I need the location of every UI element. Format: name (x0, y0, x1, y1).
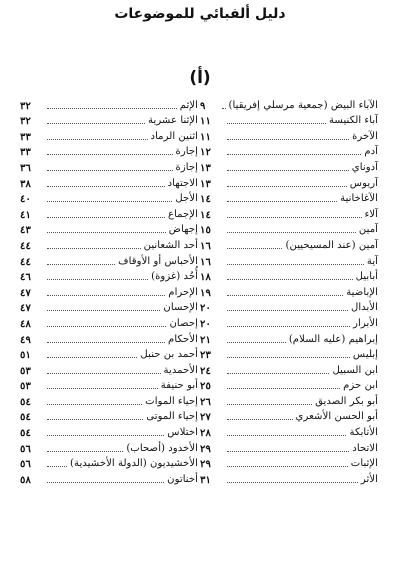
index-entry (200, 237, 378, 253)
entry-term: الإجماع (167, 208, 198, 220)
entry-term: إجارة (175, 146, 198, 158)
entry-page-number: ٢١ (200, 333, 211, 346)
index-entry (200, 269, 378, 285)
entry-term: آية (366, 255, 378, 267)
dot-leader (47, 217, 165, 218)
entry-page-number: ٤٦ (20, 271, 31, 284)
index-entry (20, 300, 198, 316)
section-letter: (أ) (189, 68, 211, 88)
index-entry (20, 253, 198, 269)
dot-leader (227, 279, 353, 280)
entry-term: آدم (364, 146, 378, 158)
index-column-right (200, 97, 378, 487)
dot-leader (47, 232, 166, 233)
index-entry (200, 378, 378, 394)
index-entry (200, 471, 378, 487)
index-entry (20, 159, 198, 175)
dot-leader (47, 310, 160, 311)
index-entry (200, 315, 378, 331)
entry-page-number: ٤٧ (20, 302, 31, 315)
entry-term: الأبدال (350, 302, 378, 314)
entry-term: الآباء البيض (جمعية مرسلي إفريقيا) (228, 99, 378, 111)
entry-term: أُحُد (غزوة) (151, 271, 198, 283)
entry-page-number: ٢٠ (200, 317, 211, 330)
dot-leader (227, 357, 350, 358)
dot-leader (227, 264, 364, 265)
index-entry (20, 175, 198, 191)
index-entry (200, 253, 378, 269)
index-entry (200, 222, 378, 238)
entry-page-number: ٤٠ (20, 193, 31, 206)
entry-page-number: ١١ (200, 130, 211, 143)
dot-leader (47, 419, 143, 420)
dot-leader (227, 295, 343, 296)
dot-leader (227, 326, 350, 327)
entry-page-number: ٣٢ (20, 115, 31, 128)
dot-leader (47, 170, 173, 171)
entry-page-number: ٥٤ (20, 411, 31, 424)
entry-page-number: ٥٨ (20, 473, 31, 486)
index-entry (20, 144, 198, 160)
entry-page-number: ٢٧ (200, 411, 211, 424)
dot-leader (227, 232, 356, 233)
index-entry (20, 113, 198, 129)
entry-term: أبابيل (355, 271, 378, 283)
entry-term: إحصان (169, 317, 198, 329)
entry-term: الأحمدية (163, 364, 198, 376)
dot-leader (47, 451, 123, 452)
page-title: دليل ألفبائي للموضوعات (114, 6, 286, 22)
entry-term: أحمد بن حنبل (140, 349, 198, 361)
dot-leader (47, 154, 173, 155)
entry-term: إجازة (175, 161, 198, 173)
dot-leader (227, 466, 348, 467)
index-entry (20, 331, 198, 347)
entry-term: إجهاض (168, 224, 198, 236)
entry-page-number: ٢٩ (200, 442, 211, 455)
entry-page-number: ٥٤ (20, 395, 31, 408)
entry-page-number: ٤١ (20, 208, 31, 221)
index-entry (20, 471, 198, 487)
dot-leader (227, 451, 349, 452)
entry-term: إحياء الموتى (146, 411, 198, 423)
entry-page-number: ١٦ (200, 239, 211, 252)
index-entry (200, 440, 378, 456)
entry-term: أحد الشعانين (143, 239, 198, 251)
dot-leader (47, 123, 145, 124)
dot-leader (227, 201, 337, 202)
dot-leader (227, 139, 349, 140)
index-entry (20, 378, 198, 394)
entry-term: آلاء (364, 208, 378, 220)
dot-leader (47, 264, 115, 265)
entry-term: الاتحاد (352, 442, 378, 454)
dot-leader (227, 217, 362, 218)
entry-page-number: ١٩ (200, 286, 211, 299)
entry-page-number: ٣٢ (20, 99, 31, 112)
index-entry (20, 315, 198, 331)
entry-term: أبو الحسن الأشعري (295, 411, 378, 423)
entry-term: آريوس (349, 177, 378, 189)
entry-term: اختلاس (167, 427, 198, 439)
index-entry (200, 113, 378, 129)
entry-term: اثنين الرماد (150, 130, 198, 142)
dot-leader (47, 326, 166, 327)
index-entry (20, 424, 198, 440)
dot-leader (47, 108, 177, 109)
index-entry (20, 97, 198, 113)
entry-page-number: ٣١ (200, 473, 211, 486)
entry-term: إبراهيم (عليه السلام) (288, 333, 378, 345)
entry-page-number: ١٤ (200, 193, 211, 206)
index-entry (20, 191, 198, 207)
entry-term: أخناتون (167, 473, 198, 485)
dot-leader (47, 435, 164, 436)
entry-term: الاجتهاد (167, 177, 198, 189)
entry-term: الإثبات (350, 458, 378, 470)
entry-page-number: ٢٣ (200, 349, 211, 362)
entry-term: الإحسان (163, 302, 198, 314)
dot-leader (47, 373, 161, 374)
dot-leader (47, 404, 142, 405)
entry-page-number: ١٢ (200, 146, 211, 159)
index-entry (200, 144, 378, 160)
entry-term: الأحباس أو الأوقاف (118, 255, 198, 267)
index-entry (20, 393, 198, 409)
index-entry (20, 362, 198, 378)
index-entry (200, 128, 378, 144)
entry-term: الأحكام (168, 333, 198, 345)
index-entry (200, 300, 378, 316)
entry-term: الإثنا عشرية (148, 115, 198, 127)
entry-page-number: ٢٨ (200, 427, 211, 440)
dot-leader (47, 466, 67, 467)
entry-term: الأثر (360, 473, 378, 485)
dot-leader (227, 419, 293, 420)
entry-page-number: ٥١ (20, 349, 31, 362)
dot-leader (47, 388, 158, 389)
entry-page-number: ٢٩ (200, 458, 211, 471)
index-entry (200, 424, 378, 440)
dot-leader (47, 201, 172, 202)
dot-leader (222, 108, 226, 109)
index-entry (200, 456, 378, 472)
entry-term: آدوناي (351, 161, 378, 173)
dot-leader (47, 279, 148, 280)
entry-page-number: ٢٥ (200, 380, 211, 393)
index-entry (200, 409, 378, 425)
entry-page-number: ٥٦ (20, 442, 31, 455)
index-entry (200, 362, 378, 378)
entry-page-number: ٤٧ (20, 286, 31, 299)
entry-page-number: ٣٣ (20, 130, 31, 143)
index-entry (20, 440, 198, 456)
entry-page-number: ٢٤ (200, 364, 211, 377)
entry-term: آمين (358, 224, 378, 236)
dot-leader (227, 154, 361, 155)
entry-page-number: ٣٦ (20, 161, 31, 174)
dot-leader (47, 342, 165, 343)
entry-term: ابن حزم (343, 380, 378, 392)
index-entry (200, 191, 378, 207)
index-entry (20, 222, 198, 238)
dot-leader (227, 123, 326, 124)
entry-page-number: ٢٦ (200, 395, 211, 408)
entry-page-number: ٤٩ (20, 333, 31, 346)
entry-page-number: ٤٣ (20, 224, 31, 237)
entry-page-number: ٥٣ (20, 364, 31, 377)
dot-leader (227, 310, 348, 311)
index-entry (20, 128, 198, 144)
dot-leader (227, 342, 286, 343)
entry-page-number: ٢٠ (200, 302, 211, 315)
entry-page-number: ٤٤ (20, 255, 31, 268)
entry-page-number: ١٤ (200, 208, 211, 221)
entry-page-number: ٣٣ (20, 146, 31, 159)
entry-term: الآغاخانية (340, 193, 378, 205)
entry-term: آباء الكنيسة (328, 115, 378, 127)
index-entry (20, 456, 198, 472)
index-entry (20, 206, 198, 222)
index-entry (200, 393, 378, 409)
index-entry (200, 206, 378, 222)
dot-leader (227, 388, 340, 389)
entry-term: الإباضية (346, 286, 378, 298)
index-column-left (20, 97, 198, 487)
entry-page-number: ١٨ (200, 271, 211, 284)
index-entry (200, 331, 378, 347)
entry-term: ابن السبيل (332, 364, 378, 376)
entry-page-number: ٥٤ (20, 427, 31, 440)
dot-leader (47, 186, 165, 187)
entry-term: الإثم (179, 99, 198, 111)
entry-term: الأتابكة (349, 427, 378, 439)
entry-term: الأخشيديون (الدولة الأخشيدية) (70, 458, 198, 470)
dot-leader (227, 404, 312, 405)
entry-page-number: ١٣ (200, 177, 211, 190)
entry-page-number: ٤٨ (20, 317, 31, 330)
entry-page-number: ١٥ (200, 224, 211, 237)
entry-term: الإحرام (168, 286, 198, 298)
index-entry (200, 175, 378, 191)
dot-leader (227, 186, 347, 187)
index-entry (20, 284, 198, 300)
entry-term: أبو بكر الصديق (315, 395, 378, 407)
entry-term: الأخدود (أصحاب) (126, 442, 198, 454)
entry-term: الآخرة (352, 130, 378, 142)
entry-page-number: ١٦ (200, 255, 211, 268)
index-entry (200, 347, 378, 363)
entry-page-number: ١١ (200, 115, 211, 128)
entry-term: الأجل (175, 193, 198, 205)
dot-leader (47, 482, 164, 483)
dot-leader (47, 139, 148, 140)
index-entry (200, 97, 378, 113)
dot-leader (227, 248, 282, 249)
entry-page-number: ٥٦ (20, 458, 31, 471)
entry-term: آمين (عند المسيحيين) (285, 239, 378, 251)
entry-term: الأبرار (353, 317, 378, 329)
index-entry (20, 347, 198, 363)
dot-leader (47, 248, 141, 249)
entry-term: إبليس (352, 349, 378, 361)
entry-page-number: ٩ (200, 99, 206, 112)
index-entry (200, 284, 378, 300)
index-entry (20, 409, 198, 425)
dot-leader (227, 435, 346, 436)
entry-page-number: ٥٣ (20, 380, 31, 393)
entry-term: أبو حنيفة (160, 380, 198, 392)
dot-leader (47, 357, 137, 358)
index-entry (20, 237, 198, 253)
entry-page-number: ٤٤ (20, 239, 31, 252)
index-entry (200, 159, 378, 175)
dot-leader (47, 295, 165, 296)
entry-page-number: ٣٨ (20, 177, 31, 190)
index-entry (20, 269, 198, 285)
dot-leader (227, 170, 349, 171)
entry-term: إحياء الموات (145, 395, 198, 407)
entry-page-number: ١٣ (200, 161, 211, 174)
dot-leader (227, 482, 358, 483)
dot-leader (227, 373, 329, 374)
